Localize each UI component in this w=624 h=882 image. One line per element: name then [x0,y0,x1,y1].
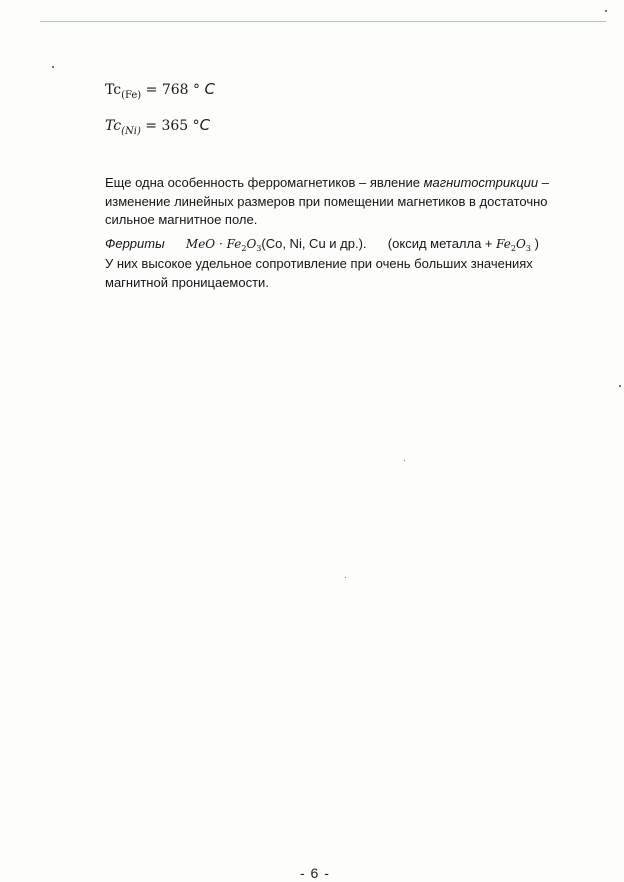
formula-unit: C [204,80,215,98]
paragraph-text: Еще одна особенность ферромагнетиков – явление [105,175,424,190]
formula-subscript: (Ni) [121,126,141,137]
formula-symbol: Tc [105,82,122,98]
formula-subscript: (Fe) [121,90,142,101]
scan-speck [404,460,405,461]
ferrite-examples: (Co, Ni, Cu и др.). [261,236,367,251]
magnetostriction-term: магнитострикции [423,175,539,190]
formula-part: MeO · Fe [185,237,242,251]
scan-speck [619,385,621,387]
paragraph-text: – изменение линейных размеров при помещении магнетиков в достаточно сильное магнитное поле. [105,175,549,227]
formula-value: = 768 ° [141,82,205,98]
page-number: - 6 - [300,865,330,881]
scan-speck [605,10,607,12]
scan-edge-line [40,21,606,22]
formula-subscript: 3 [525,244,531,253]
ferrite-formula [186,237,261,251]
formula-part: Fe [496,237,511,251]
formula-subscript: 3 [256,244,262,253]
oxide-close: ) [530,236,539,251]
paragraph-text: У них высокое удельное сопротивление при очень больших значениях магнитной проницаемости. [105,256,533,290]
formula-part: O [516,237,526,251]
scan-speck [345,577,346,578]
formula-unit: C [199,116,211,134]
oxide-note: (оксид металла + [387,236,497,251]
ferrites-line [105,236,539,253]
curie-temperature-fe [105,80,215,101]
formula-subscript: 2 [241,244,247,253]
formula-symbol: Tc [105,118,122,134]
scan-speck [52,66,54,68]
magnetostriction-paragraph [105,174,595,230]
ferrites-label: Ферриты [105,236,165,251]
formula-value: = 365 ° [140,118,200,134]
formula-part: O [246,237,257,251]
curie-temperature-ni [105,116,210,137]
resistivity-paragraph [105,255,595,292]
oxide-formula [496,237,531,251]
formula-subscript: 2 [510,244,517,253]
